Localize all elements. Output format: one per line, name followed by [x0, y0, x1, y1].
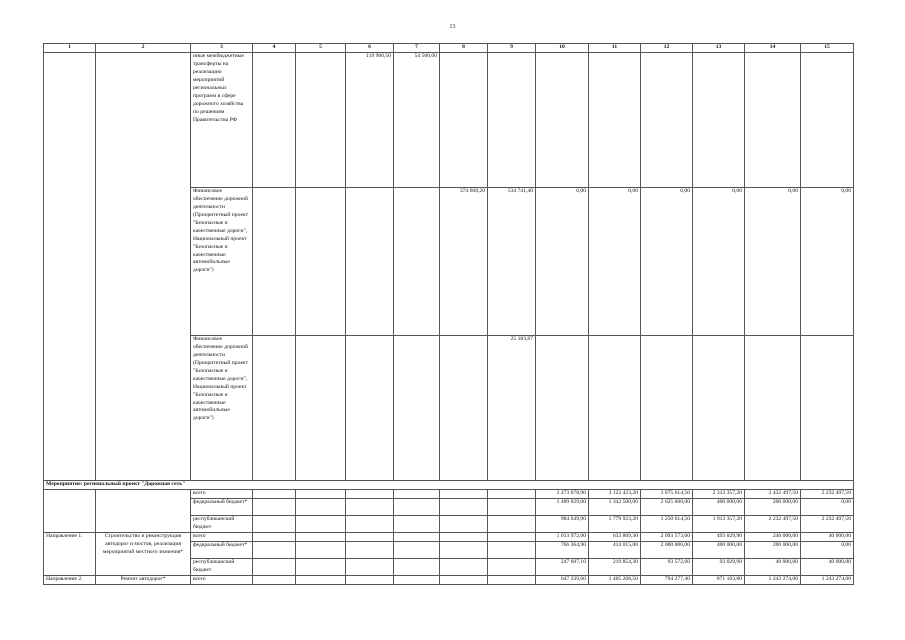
- cell-col-8: [440, 533, 488, 542]
- cell-col-10: [536, 336, 589, 481]
- cell-col-8: [440, 53, 488, 188]
- cell-col-13: 2 313 357,20: [693, 490, 745, 499]
- cell-col-11: 3 122 423,20: [589, 490, 641, 499]
- cell-col-9: [488, 499, 536, 516]
- cell-col-9: [488, 490, 536, 499]
- cell-col-5: [296, 336, 346, 481]
- cell-col-3: республиканский бюджет: [191, 559, 253, 576]
- cell-col-8: [440, 576, 488, 585]
- cell-col-6: [346, 516, 394, 533]
- cell-col-10: 1 013 972,00: [536, 533, 589, 542]
- column-header: 10: [536, 44, 589, 53]
- cell-col-9: [488, 576, 536, 585]
- cell-col-14: 2 232 497,50: [745, 516, 801, 533]
- cell-col-13: 400 000,00: [693, 542, 745, 559]
- cell-col-10: 647 339,60: [536, 576, 589, 585]
- table-row: [44, 53, 854, 188]
- cell-col-14: 1 243 274,00: [745, 576, 801, 585]
- cell-col-10: 247 607,10: [536, 559, 589, 576]
- cell-col-4: [253, 499, 296, 516]
- cell-col-6: [346, 336, 394, 481]
- cell-col-10: [536, 53, 589, 188]
- cell-col-3: Финансовое обеспечение дорожной деятельности (Приоритетный проект "Безопасные и качественные дороги", Национальный проект "Безопасные и качественные автомобильные дороги"): [191, 336, 253, 481]
- cell-col-9: 25 183,87: [488, 336, 536, 481]
- cell-col-3: федеральный бюджет*: [191, 499, 253, 516]
- cell-col-5: [296, 516, 346, 533]
- cell-col-4: [253, 53, 296, 188]
- column-header: 6: [346, 44, 394, 53]
- measure-title: Мероприятие: региональный проект "Дорожная сеть": [44, 481, 854, 490]
- cell-col-11: 0,00: [589, 188, 641, 336]
- cell-col-10: 1 489 029,00: [536, 499, 589, 516]
- cell-col-7: [394, 516, 440, 533]
- cell-col-2: [96, 490, 191, 533]
- budget-table: [43, 43, 854, 585]
- cell-col-9: 534 741,40: [488, 188, 536, 336]
- cell-col-15: 2 232 497,50: [801, 516, 854, 533]
- cell-col-15: 40 000,00: [801, 559, 854, 576]
- direction-1-name: Строительство и реконструкция автодорог и мостов, реализация мероприятий местного значения*: [96, 533, 191, 576]
- cell-col-6: [346, 499, 394, 516]
- cell-col-7: [394, 576, 440, 585]
- cell-col-8: [440, 336, 488, 481]
- cell-col-6: [346, 490, 394, 499]
- cell-col-7: [394, 188, 440, 336]
- cell-col-11: [589, 336, 641, 481]
- cell-col-3: федеральный бюджет*: [191, 542, 253, 559]
- cell-col-4: [253, 490, 296, 499]
- cell-col-13: 400 000,00: [693, 499, 745, 516]
- column-header: 12: [641, 44, 693, 53]
- cell-col-5: [296, 533, 346, 542]
- cell-col-14: 240 000,00: [745, 533, 801, 542]
- column-header: 14: [745, 44, 801, 53]
- column-header: 11: [589, 44, 641, 53]
- cell-col-13: 493 029,90: [693, 533, 745, 542]
- cell-col-15: 1 243 274,00: [801, 576, 854, 585]
- cell-col-11: 1 342 500,00: [589, 499, 641, 516]
- table-row: [44, 533, 854, 542]
- cell-col-6: [346, 533, 394, 542]
- cell-col-9: [488, 542, 536, 559]
- cell-col-9: [488, 559, 536, 576]
- direction-1-label: Направление 1.: [44, 533, 96, 576]
- cell-col-12: 93 572,60: [641, 559, 693, 576]
- cell-col-7: [394, 499, 440, 516]
- column-header: 9: [488, 44, 536, 53]
- cell-col-7: [394, 490, 440, 499]
- cell-col-4: [253, 542, 296, 559]
- column-header: 8: [440, 44, 488, 53]
- cell-col-12: 2 093 573,60: [641, 533, 693, 542]
- table-row: [44, 490, 854, 499]
- column-header: 2: [96, 44, 191, 53]
- cell-col-4: [253, 336, 296, 481]
- cell-col-8: [440, 490, 488, 499]
- cell-col-15: 0,00: [801, 499, 854, 516]
- cell-col-7: [394, 559, 440, 576]
- column-header: 1: [44, 44, 96, 53]
- cell-col-14: 200 000,00: [745, 499, 801, 516]
- cell-col-8: [440, 559, 488, 576]
- direction-2-label: Направление 2.: [44, 576, 96, 585]
- cell-col-15: 2 232 497,50: [801, 490, 854, 499]
- cell-col-10: 2 473 678,90: [536, 490, 589, 499]
- cell-col-14: [745, 53, 801, 188]
- cell-col-7: [394, 542, 440, 559]
- cell-col-13: [693, 336, 745, 481]
- cell-col-11: 414 015,00: [589, 542, 641, 559]
- cell-col-7: [394, 336, 440, 481]
- cell-col-1: [44, 53, 96, 481]
- cell-col-11: 633 869,30: [589, 533, 641, 542]
- column-header: 7: [394, 44, 440, 53]
- cell-col-6: [346, 188, 394, 336]
- cell-col-8: 374 668,20: [440, 188, 488, 336]
- cell-col-3: республиканский бюджет: [191, 516, 253, 533]
- cell-col-2: [96, 53, 191, 481]
- cell-col-5: [296, 188, 346, 336]
- cell-col-13: 1 913 357,20: [693, 516, 745, 533]
- column-header: 13: [693, 44, 745, 53]
- cell-col-14: 40 000,00: [745, 559, 801, 576]
- measure-title-row: [44, 481, 854, 490]
- cell-col-5: [296, 53, 346, 188]
- cell-col-6: [346, 576, 394, 585]
- cell-col-11: 1 465 208,50: [589, 576, 641, 585]
- cell-col-5: [296, 542, 346, 559]
- cell-col-9: [488, 53, 536, 188]
- cell-col-10: 0,00: [536, 188, 589, 336]
- cell-col-9: [488, 516, 536, 533]
- cell-col-3: всего: [191, 490, 253, 499]
- header-row: [44, 44, 854, 53]
- cell-col-12: 3 875 614,50: [641, 490, 693, 499]
- cell-col-6: [346, 542, 394, 559]
- cell-col-10: 766 364,90: [536, 542, 589, 559]
- cell-col-4: [253, 516, 296, 533]
- column-header: 15: [801, 44, 854, 53]
- table-row: [44, 576, 854, 585]
- cell-col-1: [44, 490, 96, 533]
- cell-col-13: 0,00: [693, 188, 745, 336]
- cell-col-6: [346, 559, 394, 576]
- cell-col-9: [488, 533, 536, 542]
- cell-col-13: 871 103,80: [693, 576, 745, 585]
- cell-col-11: [589, 53, 641, 188]
- cell-col-13: 93 029,90: [693, 559, 745, 576]
- cell-col-3: иные межбюджетные трансферты на реализацию мероприятий региональных программ в сфере дорожного хозяйства по решениям Правительства РФ: [191, 53, 253, 188]
- cell-col-3: Финансовое обеспечение дорожной деятельности (Приоритетный проект "Безопасные и качественные дороги", Национальный проект "Безопасные и качественные автомобильные дороги"): [191, 188, 253, 336]
- cell-col-15: 40 000,00: [801, 533, 854, 542]
- cell-col-3: всего: [191, 533, 253, 542]
- cell-col-12: 0,00: [641, 188, 693, 336]
- cell-col-8: [440, 542, 488, 559]
- cell-col-11: 1 779 923,20: [589, 516, 641, 533]
- cell-col-14: 2 432 497,50: [745, 490, 801, 499]
- cell-col-4: [253, 576, 296, 585]
- cell-col-14: [745, 336, 801, 481]
- cell-col-4: [253, 188, 296, 336]
- cell-col-7: 54 500,00: [394, 53, 440, 188]
- column-header: 5: [296, 44, 346, 53]
- cell-col-12: 2 625 000,00: [641, 499, 693, 516]
- cell-col-10: 984 649,90: [536, 516, 589, 533]
- cell-col-3: всего: [191, 576, 253, 585]
- cell-col-5: [296, 490, 346, 499]
- cell-col-11: 219 854,30: [589, 559, 641, 576]
- cell-col-12: 2 000 000,00: [641, 542, 693, 559]
- cell-col-12: 794 277,40: [641, 576, 693, 585]
- cell-col-15: 0,00: [801, 188, 854, 336]
- cell-col-12: [641, 53, 693, 188]
- cell-col-6: 119 906,50: [346, 53, 394, 188]
- cell-col-4: [253, 533, 296, 542]
- cell-col-12: [641, 336, 693, 481]
- cell-col-4: [253, 559, 296, 576]
- cell-col-14: 200 000,00: [745, 542, 801, 559]
- cell-col-15: 0,00: [801, 542, 854, 559]
- cell-col-7: [394, 533, 440, 542]
- cell-col-13: [693, 53, 745, 188]
- cell-col-14: 0,00: [745, 188, 801, 336]
- cell-col-15: [801, 336, 854, 481]
- cell-col-8: [440, 499, 488, 516]
- column-header: 4: [253, 44, 296, 53]
- cell-col-5: [296, 499, 346, 516]
- cell-col-8: [440, 516, 488, 533]
- direction-2-name: Ремонт автодорог*: [96, 576, 191, 585]
- cell-col-12: 1 250 614,50: [641, 516, 693, 533]
- table-body: [44, 44, 854, 585]
- cell-col-15: [801, 53, 854, 188]
- column-header: 3: [191, 44, 253, 53]
- page-number: 13: [449, 24, 456, 30]
- cell-col-5: [296, 576, 346, 585]
- cell-col-5: [296, 559, 346, 576]
